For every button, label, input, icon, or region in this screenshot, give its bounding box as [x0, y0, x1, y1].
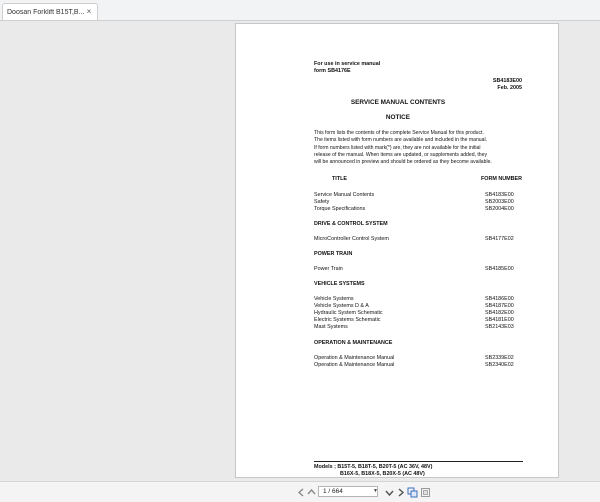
section-heading: VEHICLE SYSTEMS	[314, 281, 365, 287]
content-row-title: Hydraulic System Schematic	[314, 310, 383, 316]
content-row-title: Vehicle Systems D & A	[314, 303, 369, 309]
document-date: Feb. 2005	[497, 85, 522, 91]
content-row-form: SB4181E00	[485, 317, 514, 323]
content-row-form: SB2340E02	[485, 362, 514, 368]
next-page-icon[interactable]	[395, 487, 406, 498]
chevron-down-icon[interactable]: ▼	[373, 488, 378, 494]
content-row-title: Operation & Maintenance Manual	[314, 355, 395, 361]
models-line-1: Models ; B15T-5, B18T-5, B20T-5 (AC 36V, 48V)	[314, 464, 433, 470]
section-heading: OPERATION & MAINTENANCE	[314, 340, 393, 346]
content-row-form: SB4186E00	[485, 296, 514, 302]
pdf-viewer	[0, 21, 600, 481]
content-row-form: SB4187E00	[485, 303, 514, 309]
header-line-2: form SB4176E	[314, 68, 351, 74]
models-line-2: B16X-5, B18X-5, B20X-5 (AC 48V)	[340, 471, 425, 477]
content-row-title: Torque Specifications	[314, 206, 366, 212]
notice-line: The items listed with form numbers are available and included in the manual.	[314, 137, 487, 144]
copy-page-icon[interactable]	[407, 487, 418, 498]
content-row-title: Mast Systems	[314, 324, 348, 330]
notice-body	[314, 130, 524, 166]
content-row-title: Vehicle Systems	[314, 296, 354, 302]
page-number-field[interactable]: 1 / 664	[318, 486, 378, 497]
content-row-title: MicroController Control System	[314, 236, 389, 242]
browser-tab-strip	[0, 0, 600, 21]
page-down-icon[interactable]	[384, 487, 395, 498]
notice-line: If form numbers listed with mark(*) are, they are not available for the initial	[314, 144, 481, 151]
content-row-form: SB4177E02	[485, 236, 514, 242]
notice-line: release of the manual. When items are updated, or supplements added, they	[314, 151, 488, 158]
page-up-icon[interactable]	[306, 487, 317, 498]
content-row-title: Service Manual Contents	[314, 192, 375, 198]
browser-tab[interactable]	[2, 3, 98, 20]
close-tab-icon[interactable]: ×	[86, 7, 92, 16]
form-code: SB4183E00	[492, 78, 522, 84]
notice-line: will be announced in preview and should be ordered as they become available.	[314, 159, 492, 166]
content-row-form: SB4183E00	[485, 192, 514, 198]
content-row-form: SB2339E02	[485, 355, 514, 361]
content-row-form: SB2004E00	[485, 206, 514, 212]
section-heading: DRIVE & CONTROL SYSTEM	[314, 221, 388, 227]
section-heading: POWER TRAIN	[314, 251, 353, 257]
column-header-form-number: FORM NUMBER	[480, 176, 522, 182]
column-header-title: TITLE	[332, 176, 347, 182]
content-row-form: SB4185E00	[485, 266, 514, 272]
content-row-title: Electric Systems Schematic	[314, 317, 381, 323]
content-row-form: SB4182E00	[485, 310, 514, 316]
content-row-title: Power Train	[314, 266, 343, 272]
header-line-1: For use in service manual	[314, 61, 381, 67]
content-row-form: SB2143E03	[485, 324, 514, 330]
content-row-title: Operation & Maintenance Manual	[314, 362, 395, 368]
document-title: SERVICE MANUAL CONTENTS	[350, 99, 446, 106]
notice-heading: NOTICE	[385, 114, 411, 121]
pdf-page	[235, 23, 559, 478]
viewer-toolbar	[0, 481, 600, 502]
tab-title: Doosan Forklift B15T,B...	[7, 8, 85, 16]
notice-line: This form lists the contents of the complete Service Manual for this product.	[314, 130, 484, 136]
footer-divider	[314, 461, 523, 462]
content-row-form: SB2003E00	[485, 199, 514, 205]
content-row-title: Safety	[314, 199, 330, 205]
fit-page-icon[interactable]	[420, 487, 431, 498]
